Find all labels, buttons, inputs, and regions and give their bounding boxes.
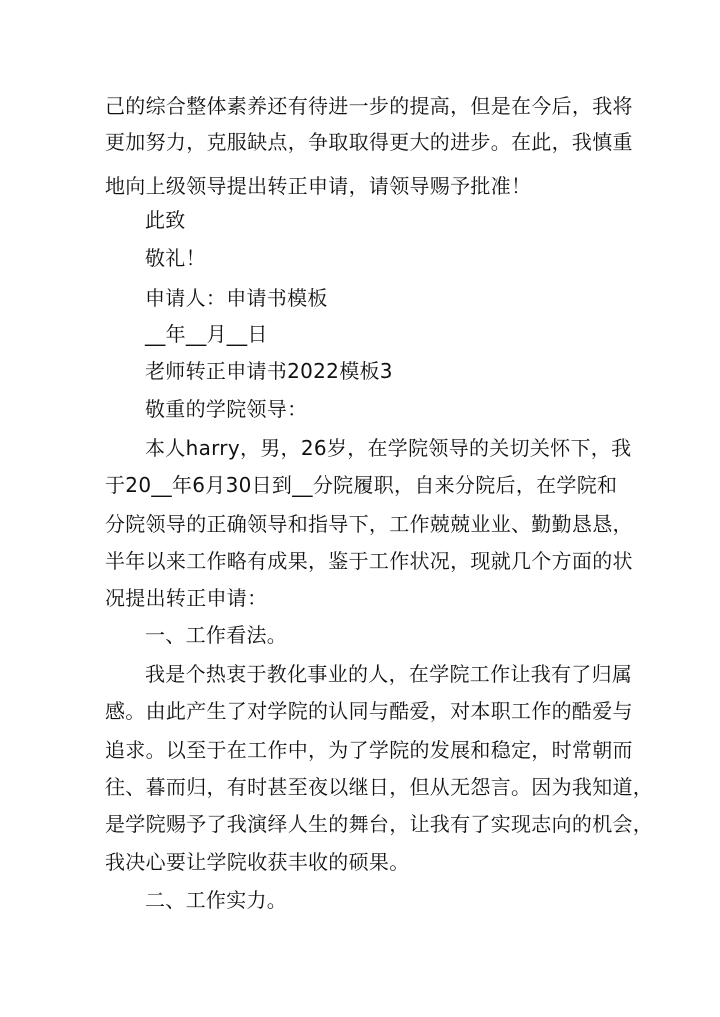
closing-regards: 敬礼！ <box>145 246 206 270</box>
text-line: 感。由此产生了对学院的认同与酷爱，对本职工作的酷爱与 <box>105 699 633 723</box>
closing-salutation: 此致 <box>145 208 186 232</box>
date-line: __年__月__日 <box>145 322 268 346</box>
text-line: 往、暮而归，有时甚至夜以继日，但从无怨言。因为我知道， <box>105 775 654 799</box>
section-heading: 二、工作实力。 <box>145 888 288 912</box>
text-line: 地向上级领导提出转正申请，请领导赐予批准！ <box>105 174 532 198</box>
section-heading: 一、工作看法。 <box>145 623 288 647</box>
text-line: 我是个热衷于教化事业的人，在学院工作让我有了归属 <box>145 662 633 686</box>
text-line: 于20__年6月30日到__分院履职，自来分院后，在学院和 <box>105 473 618 497</box>
text-line: 己的综合整体素养还有待进一步的提高，但是在今后，我将 <box>105 94 633 118</box>
text-line: 更加努力，克服缺点，争取取得更大的进步。在此，我慎重 <box>105 130 633 154</box>
applicant-signature: 申请人：申请书模板 <box>145 286 328 310</box>
text-line: 况提出转正申请： <box>105 586 268 610</box>
text-line: 分院领导的正确领导和指导下，工作兢兢业业、勤勤恳恳， <box>105 512 633 536</box>
section-title: 老师转正申请书2022模板3 <box>145 359 393 383</box>
text-line: 半年以来工作略有成果，鉴于工作状况，现就几个方面的状 <box>105 549 633 573</box>
text-line: 是学院赐予了我演绎人生的舞台，让我有了实现志向的机会， <box>105 812 654 836</box>
text-line: 我决心要让学院收获丰收的硕果。 <box>105 850 410 874</box>
text-line: 本人harry，男，26岁，在学院领导的关切关怀下，我 <box>145 436 632 460</box>
greeting: 敬重的学院领导： <box>145 397 308 421</box>
text-line: 追求。以至于在工作中，为了学院的发展和稳定，时常朝而 <box>105 738 633 762</box>
